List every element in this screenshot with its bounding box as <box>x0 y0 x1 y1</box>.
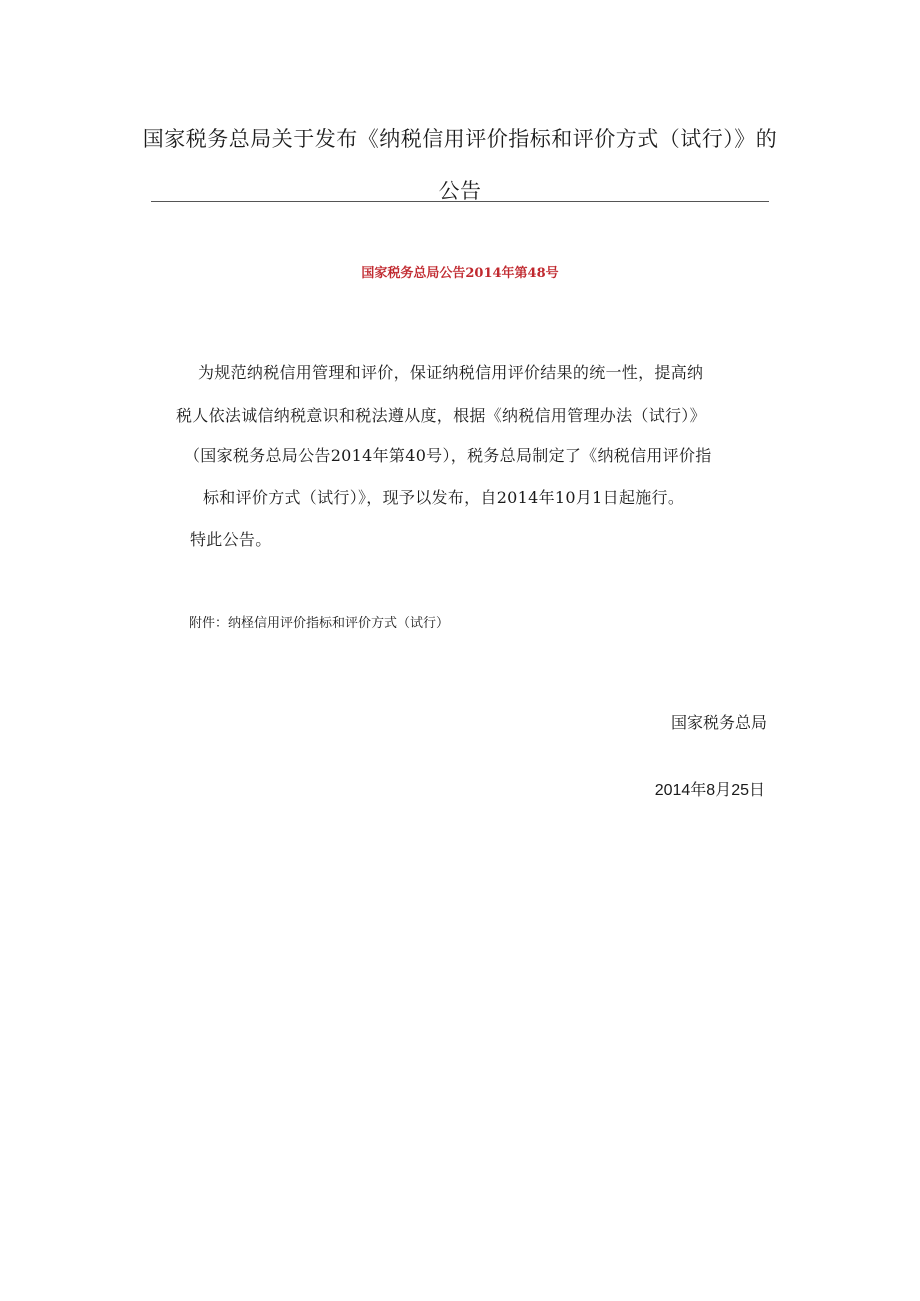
body-paragraph-line-4: 标和评价方式（试行）》，现予以发布，自2014年10月1日起施行。 <box>203 488 685 507</box>
issuer-signature: 国家税务总局 <box>670 713 767 732</box>
closing-statement: 特此公告。 <box>190 530 272 549</box>
title-divider <box>151 201 769 202</box>
document-title-line-2: 公告 <box>438 179 482 203</box>
issue-date: 2014年8月25日 <box>654 782 765 799</box>
body-paragraph-line-2: 税人依法诚信纳税意识和税法遵从度，根据《纳税信用管理办法（试行）》 <box>176 406 706 425</box>
body-paragraph-line-1: 为规范纳税信用管理和评价，保证纳税信用评价结果的统一性，提高纳 <box>198 363 704 382</box>
body-paragraph-line-3: （国家税务总局公告2014年第40号），税务总局制定了《纳税信用评价指 <box>184 446 712 465</box>
document-number: 国家税务总局公告2014年第48号 <box>361 266 559 281</box>
attachment-note: 附件：纳柽信用评价指标和评价方式（试行） <box>189 616 450 631</box>
document-title-line-1: 国家税务总局关于发布《纳税信用评价指标和评价方式（试行）》的 <box>142 127 778 151</box>
